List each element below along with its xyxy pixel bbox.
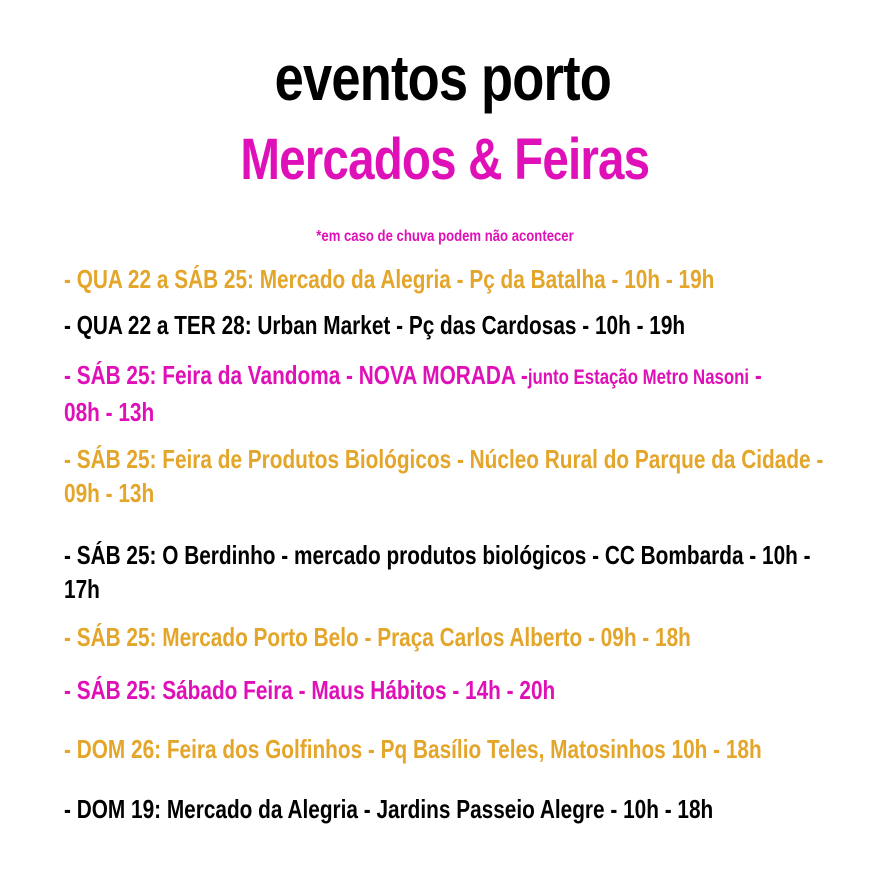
event-item bbox=[64, 673, 856, 707]
event-text: - SÁB 25: Mercado Porto Belo - Praça Carlos Alberto - 09h - 18h bbox=[64, 622, 691, 652]
event-text: - QUA 22 a TER 28: Urban Market - Pç das Cardosas - 10h - 19h bbox=[64, 310, 686, 340]
event-text-line2: 08h - 13h bbox=[64, 397, 155, 427]
event-detail: junto Estação Metro Nasoni bbox=[527, 366, 750, 389]
event-item bbox=[64, 620, 856, 654]
event-text-line2: 09h - 13h bbox=[64, 478, 155, 508]
event-text: - SÁB 25: O Berdinho - mercado produtos biológicos - CC Bombarda - 10h - bbox=[64, 540, 811, 570]
event-item bbox=[64, 732, 856, 766]
event-item bbox=[64, 792, 856, 826]
event-text-line2: 17h bbox=[64, 574, 100, 604]
event-text: - DOM 26: Feira dos Golfinhos - Pq Basílio Teles, Matosinhos 10h - 18h bbox=[64, 734, 762, 764]
event-text-tail: - bbox=[749, 360, 762, 390]
event-item bbox=[64, 308, 856, 342]
event-item bbox=[64, 442, 856, 510]
page-title: eventos porto bbox=[274, 42, 612, 114]
event-text: - DOM 19: Mercado da Alegria - Jardins Passeio Alegre - 10h - 18h bbox=[64, 794, 714, 824]
event-item bbox=[64, 262, 856, 296]
event-text: - SÁB 25: Sábado Feira - Maus Hábitos - 14h - 20h bbox=[64, 675, 556, 705]
event-item bbox=[64, 538, 856, 606]
event-item bbox=[64, 358, 856, 429]
event-text: - SÁB 25: Feira da Vandoma - NOVA MORADA - bbox=[64, 360, 528, 390]
event-text: - QUA 22 a SÁB 25: Mercado da Alegria - Pç da Batalha - 10h - 19h bbox=[64, 264, 715, 294]
page-subtitle: Mercados & Feiras bbox=[240, 127, 650, 192]
event-text: - SÁB 25: Feira de Produtos Biológicos - Núcleo Rural do Parque da Cidade - bbox=[64, 444, 824, 474]
rain-note: *em caso de chuva podem não acontecer bbox=[316, 228, 574, 245]
